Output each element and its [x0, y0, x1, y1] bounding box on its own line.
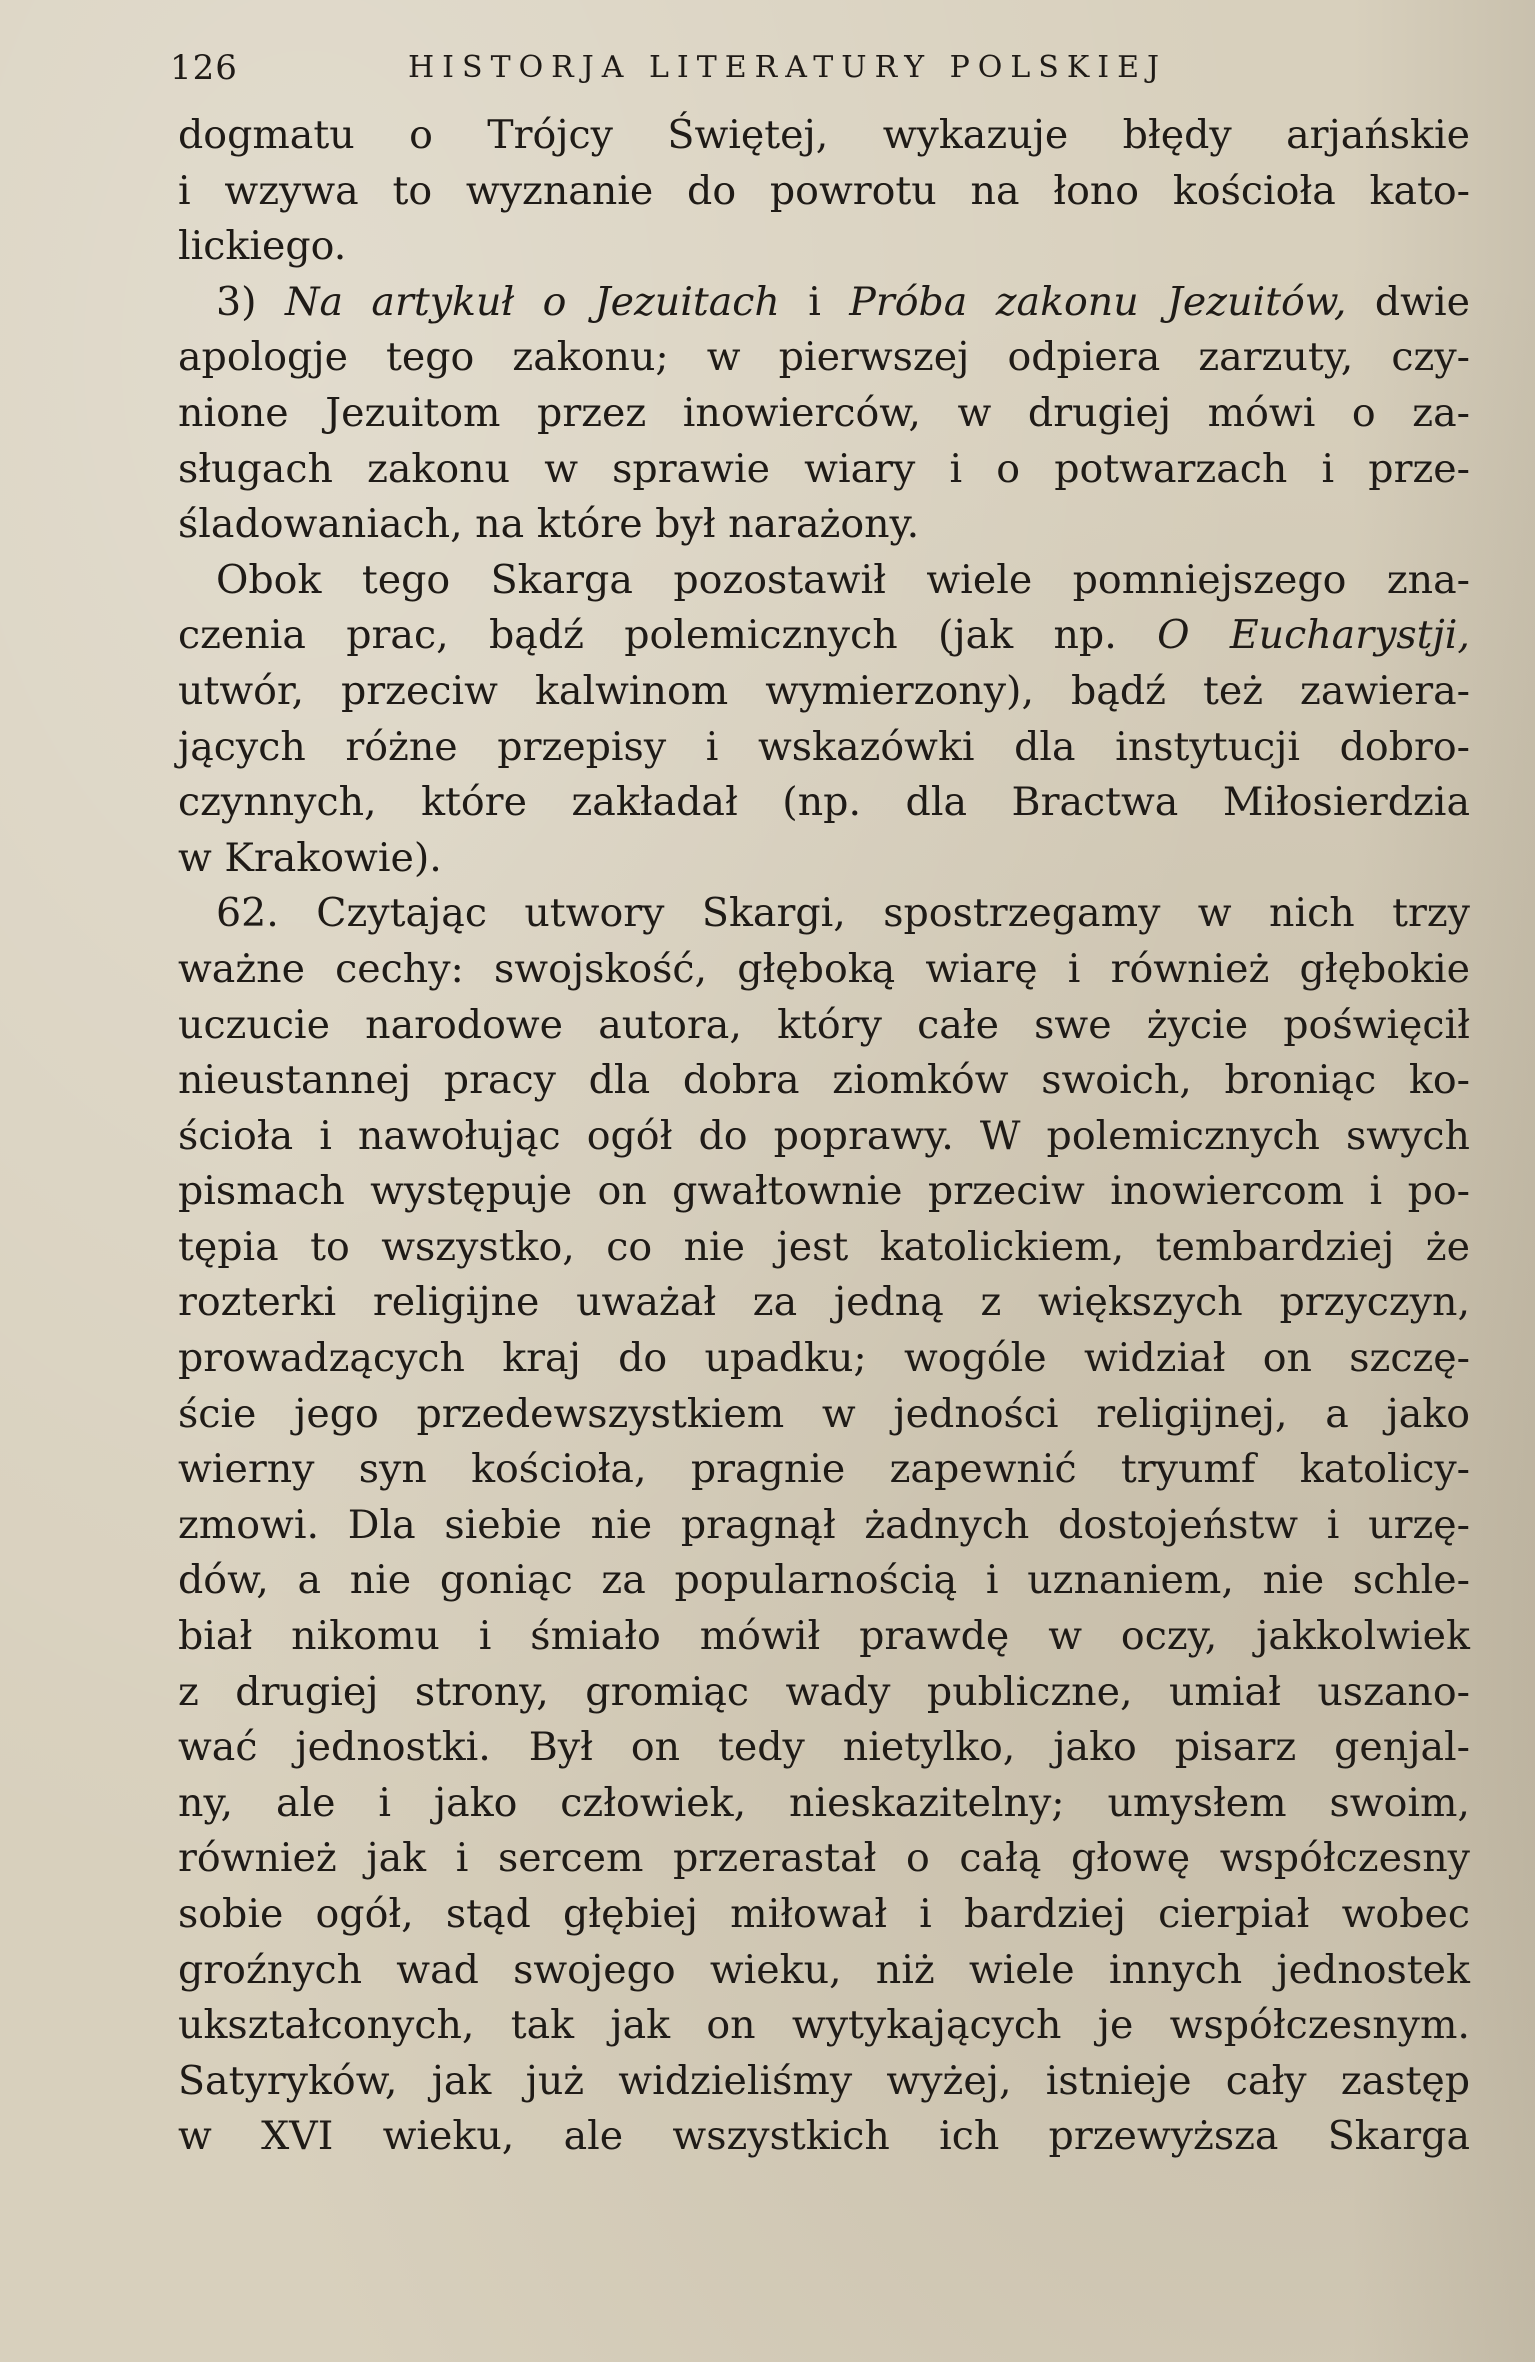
text-line: rozterki religijne uważał za jedną z większych przyczyn, [178, 1279, 1470, 1326]
text-line: utwór, przeciw kalwinom wymierzony), bądź też zawiera- [178, 667, 1470, 714]
text-line: Obok tego Skarga pozostawił wiele pomniejszego zna- [216, 556, 1470, 603]
italic-title: Na artykuł o Jezuitach [284, 278, 780, 325]
running-head [170, 48, 1490, 98]
text-line: prowadzących kraj do upadku; wogóle widział on szczę- [178, 1335, 1470, 1382]
running-title: HISTORJA LITERATURY POLSKIEJ [408, 50, 1168, 85]
text-line: z drugiej strony, gromiąc wady publiczne, umiał uszano- [178, 1668, 1470, 1715]
text-line: apologje tego zakonu; w pierwszej odpiera zarzuty, czy- [178, 334, 1470, 381]
text-line: śladowaniach, na które był narażony. [178, 501, 920, 548]
text-line: nione Jezuitom przez inowierców, w drugiej mówi o za- [178, 389, 1470, 436]
italic-title: Próba zakonu Jezuitów, [849, 278, 1347, 325]
text-line: groźnych wad swojego wieku, niż wiele innych jednostek [178, 1946, 1470, 1993]
text-line: sobie ogół, stąd głębiej miłował i bardziej cierpiał wobec [178, 1891, 1470, 1937]
text-line: lickiego. [178, 223, 347, 270]
body-text [178, 108, 1470, 2165]
text-line: nieustannej pracy dla dobra ziomków swoich, broniąc ko- [178, 1057, 1470, 1104]
text-line: ście jego przedewszystkiem w jedności religijnej, a jako [178, 1390, 1470, 1437]
text-line: wierny syn kościoła, pragnie zapewnić tryumf katolicy- [178, 1446, 1470, 1493]
text-line: dogmatu o Trójcy Świętej, wykazuje błędy arjańskie [178, 112, 1470, 158]
text-line: biał nikomu i śmiało mówił prawdę w oczy, jakkolwiek [178, 1613, 1470, 1660]
text-line: ścioła i nawołując ogół do poprawy. W polemicznych swych [178, 1112, 1470, 1159]
text-line: zmowi. Dla siebie nie pragnął żadnych dostojeństw i urzę- [178, 1501, 1470, 1548]
text-line: ważne cechy: swojskość, głęboką wiarę i również głębokie [178, 945, 1470, 992]
text-line: sługach zakonu w sprawie wiary i o potwarzach i prze- [178, 445, 1470, 492]
text-line: Satyryków, jak już widzieliśmy wyżej, istnieje cały zastęp [178, 2057, 1470, 2104]
text-line: uczucie narodowe autora, który całe swe życie poświęcił [178, 1001, 1470, 1048]
text-line: wać jednostki. Był on tedy nietylko, jako pisarz genjal- [178, 1724, 1470, 1771]
text-line: tępia to wszystko, co nie jest katolickiem, tembardziej że [178, 1223, 1470, 1270]
text-line: jących różne przepisy i wskazówki dla instytucji dobro- [178, 723, 1470, 770]
text-line: ny, ale i jako człowiek, nieskazitelny; umysłem swoim, [178, 1779, 1470, 1826]
text-line: 62. Czytając utwory Skargi, spostrzegamy w nich trzy [216, 890, 1470, 937]
text-line: dów, a nie goniąc za popularnością i uznaniem, nie schle- [178, 1557, 1470, 1604]
text-line: ukształconych, tak jak on wytykających je współczesnym. [178, 2002, 1470, 2049]
text-line: i wzywa to wyznanie do powrotu na łono kościoła kato- [178, 167, 1470, 214]
text-line: 3) Na artykuł o Jezuitach i Próba zakonu Jezuitów, dwie [216, 278, 1470, 325]
text-line: w XVI wieku, ale wszystkich ich przewyższa Skarga [178, 2113, 1470, 2160]
text-line: czynnych, które zakładał (np. dla Bractwa Miłosierdzia [178, 779, 1470, 826]
text-line: również jak i sercem przerastał o całą głowę współczesny [178, 1835, 1470, 1882]
text-line: czenia prac, bądź polemicznych (jak np. O Eucharystji, [178, 612, 1470, 659]
text-line: w Krakowie). [178, 834, 442, 881]
page-number: 126 [170, 48, 238, 88]
text-line: pismach występuje on gwałtownie przeciw inowiercom i po- [178, 1168, 1470, 1215]
italic-title: O Eucharystji, [1157, 612, 1470, 659]
